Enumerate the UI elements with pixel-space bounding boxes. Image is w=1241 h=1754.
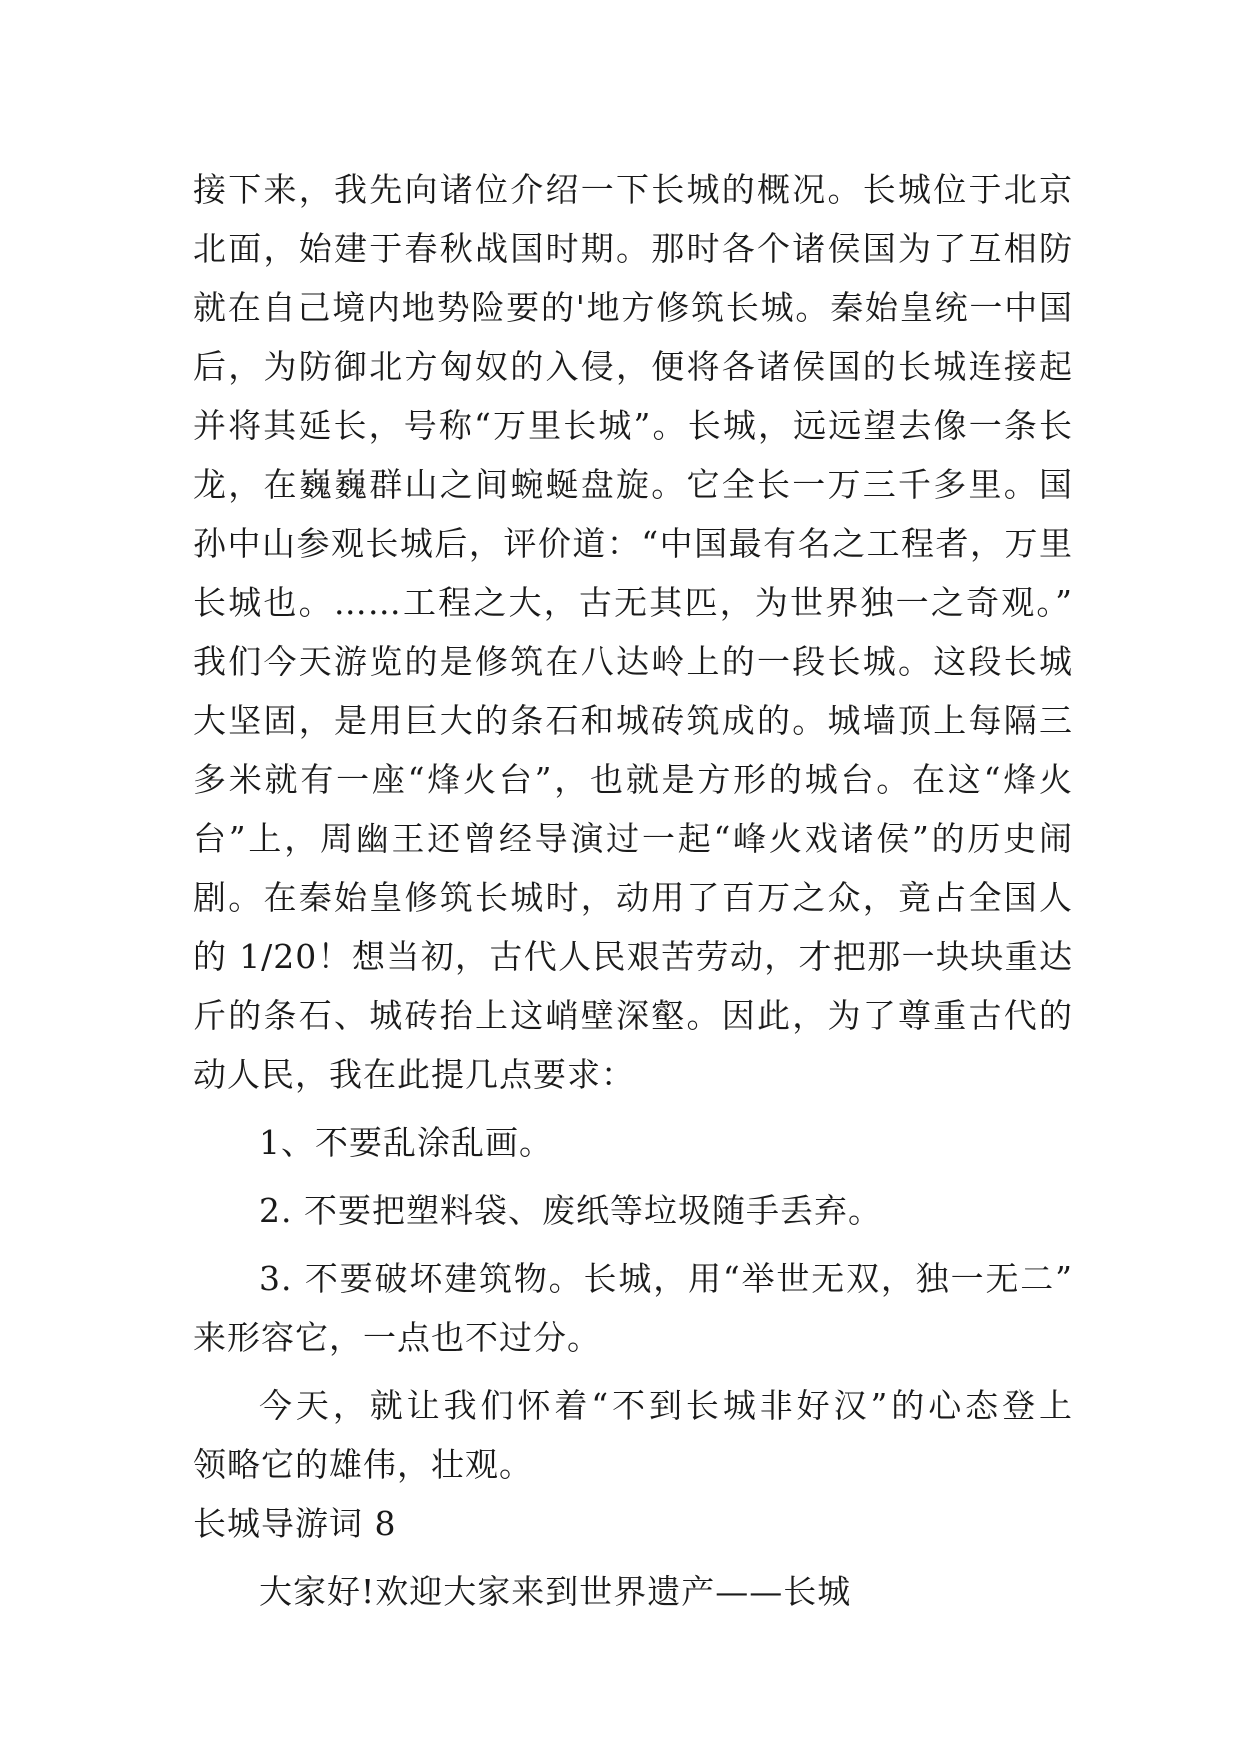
paragraph-line: 接下来，我先向诸位介绍一下长城的概况。长城位于北京 (193, 170, 1073, 209)
section-title: 长城导游词 8 (193, 1504, 397, 1543)
paragraph-line: 动人民，我在此提几点要求： (193, 1055, 635, 1094)
paragraph-line: 台”上，周幽王还曾经导演过一起“峰火戏诸侯”的历史闹 (193, 819, 1073, 858)
closing-paragraph: 今天，就让我们怀着“不到长城非好汉”的心态登上 (259, 1386, 1073, 1425)
paragraph-line: 大坚固，是用巨大的条石和城砖筑成的。城墙顶上每隔三 (193, 701, 1073, 740)
paragraph-line: 斤的条石、城砖抬上这峭壁深壑。因此，为了尊重古代的 (193, 996, 1073, 1035)
paragraph-line: 剧。在秦始皇修筑长城时，动用了百万之众，竟占全国人 (193, 878, 1073, 917)
rule-item-1: 1、不要乱涂乱画。 (259, 1123, 553, 1162)
paragraph-line: 我们今天游览的是修筑在八达岭上的一段长城。这段长城 (193, 642, 1073, 681)
paragraph-line: 孙中山参观长城后，评价道：“中国最有名之工程者，万里 (193, 524, 1073, 563)
document-body (193, 160, 1073, 1621)
paragraph-line: 后，为防御北方匈奴的入侵，便将各诸侯国的长城连接起 (193, 347, 1073, 386)
paragraph-line: 龙，在巍巍群山之间蜿蜒盘旋。它全长一万三千多里。国 (193, 465, 1073, 504)
paragraph-line: 长城也。……工程之大，古无其匹，为世界独一之奇观。” (193, 583, 1073, 622)
paragraph-line: 多米就有一座“烽火台”，也就是方形的城台。在这“烽火 (193, 760, 1073, 799)
rule-item-2: 2. 不要把塑料袋、废纸等垃圾随手丢弃。 (259, 1191, 882, 1230)
greeting-paragraph: 大家好!欢迎大家来到世界遗产——长城 (259, 1572, 852, 1611)
paragraph-line: 并将其延长，号称“万里长城”。长城，远远望去像一条长 (193, 406, 1073, 445)
paragraph-line: 就在自己境内地势险要的'地方修筑长城。秦始皇统一中国 (193, 288, 1073, 327)
paragraph-line: 的 1/20！想当初，古代人民艰苦劳动，才把那一块块重达 (193, 937, 1073, 976)
rule-item-3: 3. 不要破坏建筑物。长城，用“举世无双，独一无二” (259, 1259, 1073, 1298)
rule-item-3-continued: 来形容它，一点也不过分。 (193, 1318, 601, 1357)
closing-paragraph-continued: 领略它的雄伟，壮观。 (193, 1445, 533, 1484)
paragraph-line: 北面，始建于春秋战国时期。那时各个诸侯国为了互相防 (193, 229, 1073, 268)
